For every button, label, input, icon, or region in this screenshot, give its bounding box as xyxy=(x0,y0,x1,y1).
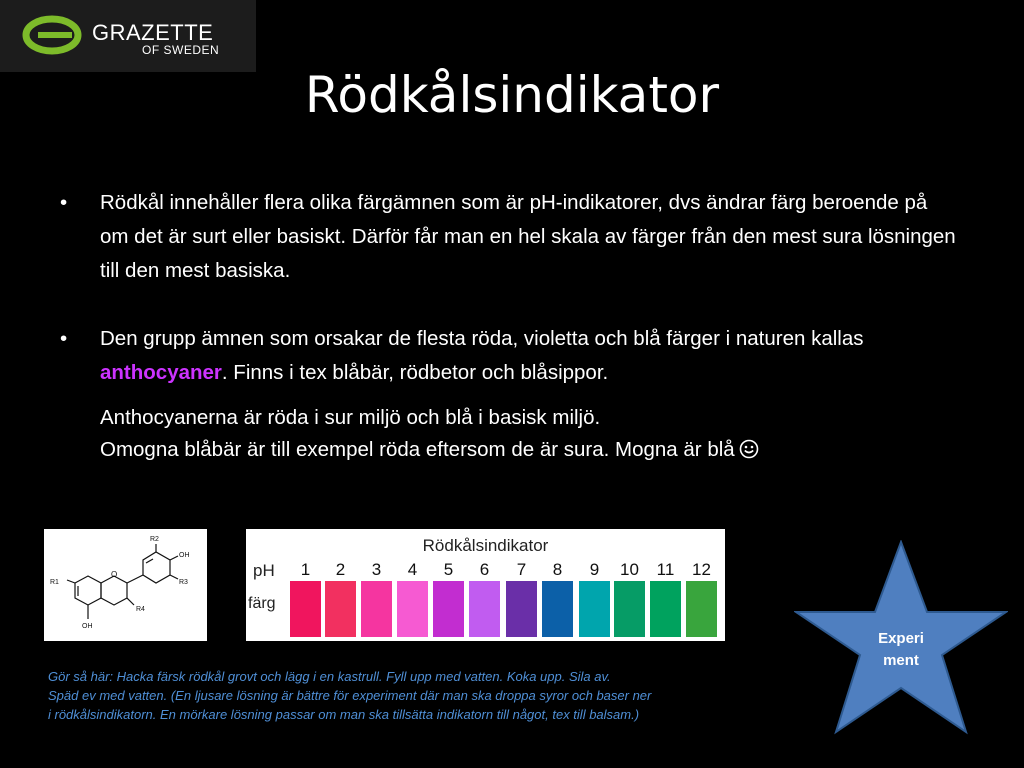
indented-line-2: Omogna blåbär är till exempel röda eftersom de är sura. Mogna är blå xyxy=(100,434,960,466)
bullet-2 xyxy=(60,322,960,390)
logo-brand: GRAZETTE xyxy=(92,20,214,45)
ph-value-7: 7 xyxy=(516,560,527,579)
slide-body xyxy=(60,186,960,466)
ph-value-11: 11 xyxy=(656,560,675,579)
ph-value-9: 9 xyxy=(589,560,600,579)
bullet-1 xyxy=(60,186,960,288)
bullet-1-text: Rödkål innehåller flera olika färgämnen som är pH-indikatorer, dvs ändrar färg beroende på om det är surt eller basiskt. Därför får man en hel skala av färger från den mest sura lösningen till den mest basiska. xyxy=(100,191,956,282)
molecule-label: OH xyxy=(179,552,190,559)
farg-label: färg xyxy=(248,595,276,612)
bullet-2-text-before: Den grupp ämnen som orsakar de flesta röda, violetta och blå färger i naturen kallas xyxy=(100,327,864,350)
ph-value-8: 8 xyxy=(552,560,563,579)
bullet-dot: • xyxy=(60,191,68,214)
instruction-line: Gör så här: Hacka färsk rödkål grovt och lägg i en kastrull. Fyll upp med vatten. Koka upp. Sila av. xyxy=(48,669,611,684)
instruction-line: Späd ev med vatten. (En ljusare lösning är bättre för experiment där man ska droppa syror och baser ner xyxy=(48,688,652,703)
experiment-label[interactable] xyxy=(860,628,942,672)
color-swatch-ph-3 xyxy=(361,581,392,637)
experiment-line-2: ment xyxy=(883,652,919,669)
ph-value-6: 6 xyxy=(479,560,490,579)
ph-value-1: 1 xyxy=(300,560,311,579)
molecule-label: OH xyxy=(82,623,93,630)
color-swatch-ph-1 xyxy=(290,581,321,637)
anthocyaner-highlight: anthocyaner xyxy=(100,361,222,384)
grazette-logo-icon xyxy=(22,15,82,55)
company-logo xyxy=(0,0,256,72)
indented-line-1: Anthocyanerna är röda i sur miljö och blå i basisk miljö. xyxy=(100,406,601,429)
color-swatch-ph-12 xyxy=(686,581,717,637)
experiment-line-1: Experi xyxy=(878,630,924,647)
smiley-icon xyxy=(739,439,759,459)
bullet-2-text-after: . Finns i tex blåbär, rödbetor och blåsippor. xyxy=(221,361,609,384)
color-swatch-ph-2 xyxy=(325,581,356,637)
page-title: Rödkålsindikator xyxy=(304,66,720,124)
ph-label: pH xyxy=(253,561,275,580)
ph-value-10: 10 xyxy=(620,560,639,579)
bullet-dot: • xyxy=(60,327,68,350)
ph-value-3: 3 xyxy=(371,560,382,579)
molecule-label: R4 xyxy=(136,606,145,613)
color-swatch-ph-11 xyxy=(650,581,681,637)
scale-title: Rödkålsindikator xyxy=(422,536,549,555)
instruction-line: i rödkålsindikatorn. En mörkare lösning passar om man ska tillsätta indikatorn till något, tex till balsam.) xyxy=(48,707,640,722)
ph-value-5: 5 xyxy=(443,560,454,579)
color-swatch-ph-10 xyxy=(614,581,645,637)
ph-color-scale xyxy=(246,529,725,641)
color-swatch-ph-5 xyxy=(433,581,464,637)
ph-value-12: 12 xyxy=(692,560,711,579)
molecule-label: R2 xyxy=(150,536,159,543)
molecule-label: R1 xyxy=(50,579,59,586)
color-swatch-ph-6 xyxy=(469,581,500,637)
molecule-label: R3 xyxy=(179,579,188,586)
anthocyanin-structure-image xyxy=(44,529,207,641)
color-swatch-ph-8 xyxy=(542,581,573,637)
indented-text xyxy=(60,402,960,466)
anthocyanin-structure-icon xyxy=(44,529,207,641)
ph-value-4: 4 xyxy=(407,560,418,579)
color-swatch-ph-9 xyxy=(579,581,610,637)
molecule-label: O xyxy=(111,570,118,579)
color-swatch-ph-4 xyxy=(397,581,428,637)
logo-sub: OF SWEDEN xyxy=(142,43,220,57)
color-swatch-ph-7 xyxy=(506,581,537,637)
instructions-text xyxy=(48,667,848,724)
ph-value-2: 2 xyxy=(335,560,346,579)
